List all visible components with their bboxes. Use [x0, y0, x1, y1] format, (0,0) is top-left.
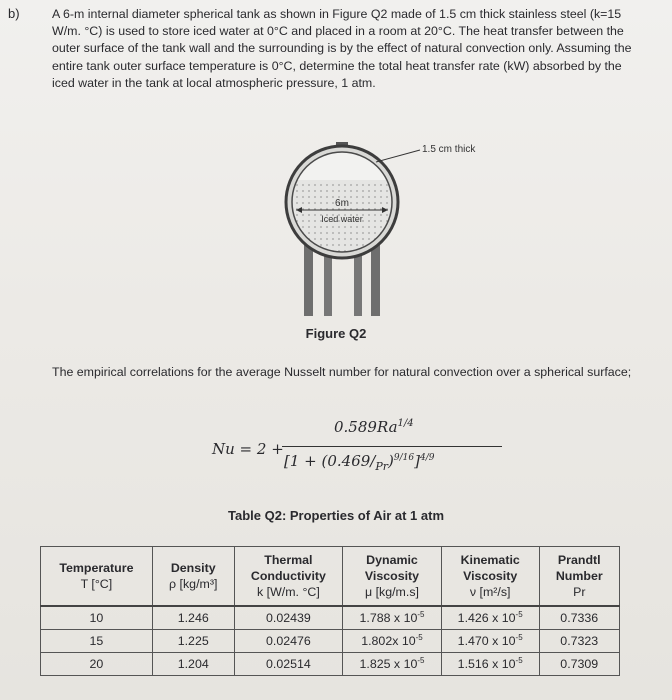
table-title: Table Q2: Properties of Air at 1 atm	[228, 508, 444, 523]
tank-diagram	[270, 140, 510, 325]
question-label: b)	[8, 6, 20, 21]
table-row: 15 1.225 0.02476 1.802x $10^{-5}$ 1.470 x $10^{-5}$ 0.7323	[41, 630, 620, 653]
thickness-label: 1.5 cm thick	[422, 144, 476, 155]
header-prandtl-number: Prandtl Number Pr	[539, 547, 619, 607]
formula-numerator: $0.589Ra^{1/4}$	[334, 418, 414, 436]
header-temperature: Temperature T [°C]	[41, 547, 153, 607]
nusselt-formula	[212, 416, 512, 486]
header-dynamic-viscosity: Dynamic Viscosity μ [kg/m.s]	[343, 547, 442, 607]
properties-table	[40, 546, 620, 676]
question-paragraph: A 6-m internal diameter spherical tank as shown in Figure Q2 made of 1.5 cm thick stainless steel (k=15 W/m. °C) is used to store iced water at 0°C and placed in a room at 20°C. The heat transfer between the outer surface of the tank wall and the surrounding is by the effect of natural convection only. Assuming the entire tank outer surface temperature is 0°C, determine the total heat transfer rate (kW) absorbed by the iced water in the tank at local atmospheric pressure, 1 atm.	[52, 7, 632, 90]
tank-figure	[270, 140, 510, 325]
header-thermal-conductivity: Thermal Conductivity k [W/m. °C]	[234, 547, 342, 607]
fraction-bar	[282, 446, 502, 447]
water-label: Iced water	[321, 214, 363, 224]
table-header-row	[41, 547, 620, 607]
figure-caption: Figure Q2	[305, 326, 367, 341]
correlation-text: The empirical correlations for the average Nusselt number for natural convection over a spherical surface;	[52, 365, 632, 379]
diameter-label: 6m	[335, 198, 349, 209]
header-density: Density ρ [kg/m³]	[152, 547, 234, 607]
formula-denominator: $[1 + (0.469/_{Pr})^{9/16}]^{4/9}$	[284, 452, 435, 473]
table-row: 20 1.204 0.02514 1.825 x $10^{-5}$ 1.516 x $10^{-5}$ 0.7309	[41, 653, 620, 676]
formula-lhs: Nu = 2 +	[212, 440, 284, 458]
table-row: 10 1.246 0.02439 1.788 x $10^{-5}$ 1.426 x $10^{-5}$ 0.7336	[41, 606, 620, 630]
thickness-leader	[376, 150, 420, 162]
header-kinematic-viscosity: Kinematic Viscosity ν [m²/s]	[441, 547, 539, 607]
